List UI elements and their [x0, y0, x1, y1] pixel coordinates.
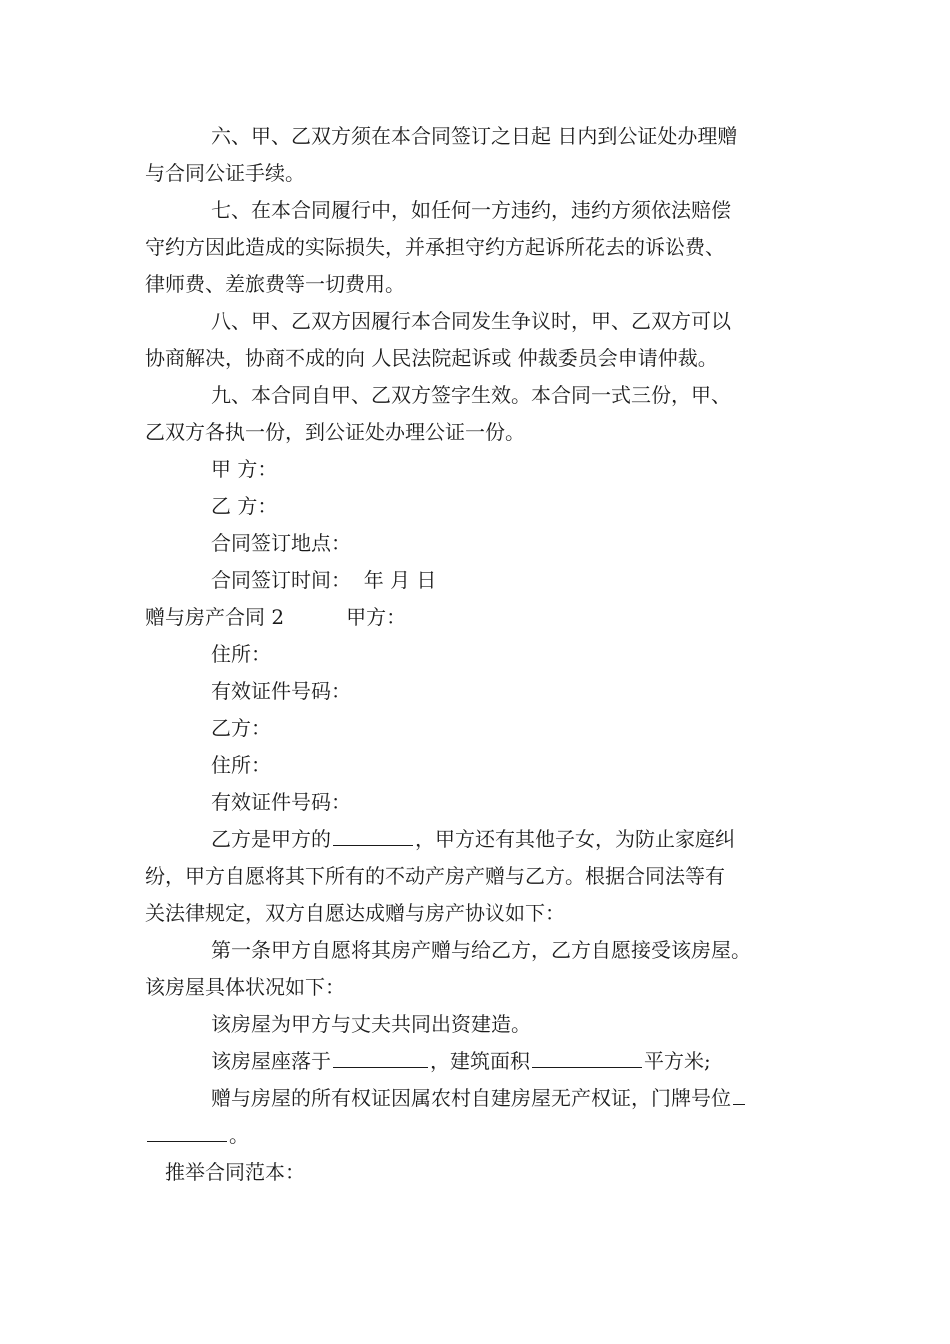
recommend-heading: 推举合同范本：: [165, 1160, 305, 1184]
intro-text-relation: 乙方是甲方的: [211, 827, 331, 851]
house-location-line: [145, 1043, 810, 1080]
relation-blank[interactable]: [333, 823, 413, 846]
party-b-label: 乙方：: [211, 716, 271, 740]
house-number-blank[interactable]: [147, 1119, 227, 1142]
clause-6-line-2: 与合同公证手续。: [145, 161, 305, 185]
intro-line-1: [145, 821, 810, 858]
signature-party-a: 甲 方：: [211, 457, 278, 481]
area-label: ，建筑面积: [430, 1049, 530, 1073]
article-1-line-2: 该房屋具体状况如下：: [145, 975, 345, 999]
ownership-line-2: [145, 1117, 810, 1154]
contract-2-party-a-label: 甲方：: [346, 605, 407, 629]
area-blank[interactable]: [532, 1045, 642, 1068]
document-body: [145, 118, 810, 1191]
clause-8-line-1: 八、甲、乙双方因履行本合同发生争议时，甲、乙双方可以: [211, 309, 731, 333]
ownership-line-1: [145, 1080, 810, 1117]
contract-2-title: 赠与房产合同 2: [145, 605, 285, 629]
signature-place: 合同签订地点：: [211, 531, 351, 555]
clause-9-line-1: 九、本合同自甲、乙双方签字生效。本合同一式三份，甲、: [211, 383, 731, 407]
party-a-address: 住所：: [211, 642, 271, 666]
clause-8-line-2: 协商解决，协商不成的向 人民法院起诉或 仲裁委员会申请仲裁。: [145, 346, 718, 370]
ownership-text: 赠与房屋的所有权证因属农村自建房屋无产权证，门牌号位: [211, 1086, 731, 1110]
intro-line-2: 纷，甲方自愿将其下所有的不动产房产赠与乙方。根据合同法等有: [145, 864, 725, 888]
clause-7-line-2: 守约方因此造成的实际损失，并承担守约方起诉所花去的诉讼费、: [145, 235, 725, 259]
contract-2-title-line: [145, 599, 810, 636]
area-unit: 平方米;: [644, 1049, 711, 1073]
location-blank[interactable]: [333, 1045, 428, 1068]
intro-line-3: 关法律规定，双方自愿达成赠与房产协议如下：: [145, 901, 565, 925]
party-b-id-number: 有效证件号码：: [211, 790, 351, 814]
clause-9-line-2: 乙双方各执一份，到公证处办理公证一份。: [145, 420, 525, 444]
clause-6-line-1: 六、甲、乙双方须在本合同签订之日起 日内到公证处办理赠: [211, 124, 738, 148]
clause-7-line-1: 七、在本合同履行中，如任何一方违约，违约方须依法赔偿: [211, 198, 731, 222]
signature-time: 合同签订时间： 年 月 日: [211, 568, 437, 592]
house-number-blank-start[interactable]: [733, 1082, 745, 1105]
clause-7-line-3: 律师费、差旅费等一切费用。: [145, 272, 405, 296]
intro-text-rest: ，甲方还有其他子女，为防止家庭纠: [415, 827, 735, 851]
article-1-line-1: 第一条甲方自愿将其房产赠与给乙方，乙方自愿接受该房屋。: [211, 938, 751, 962]
house-built-by: 该房屋为甲方与丈夫共同出资建造。: [211, 1012, 531, 1036]
location-label: 该房屋座落于: [211, 1049, 331, 1073]
party-a-id-number: 有效证件号码：: [211, 679, 351, 703]
party-b-address: 住所：: [211, 753, 271, 777]
ownership-end: 。: [229, 1123, 249, 1147]
signature-party-b: 乙 方：: [211, 494, 278, 518]
